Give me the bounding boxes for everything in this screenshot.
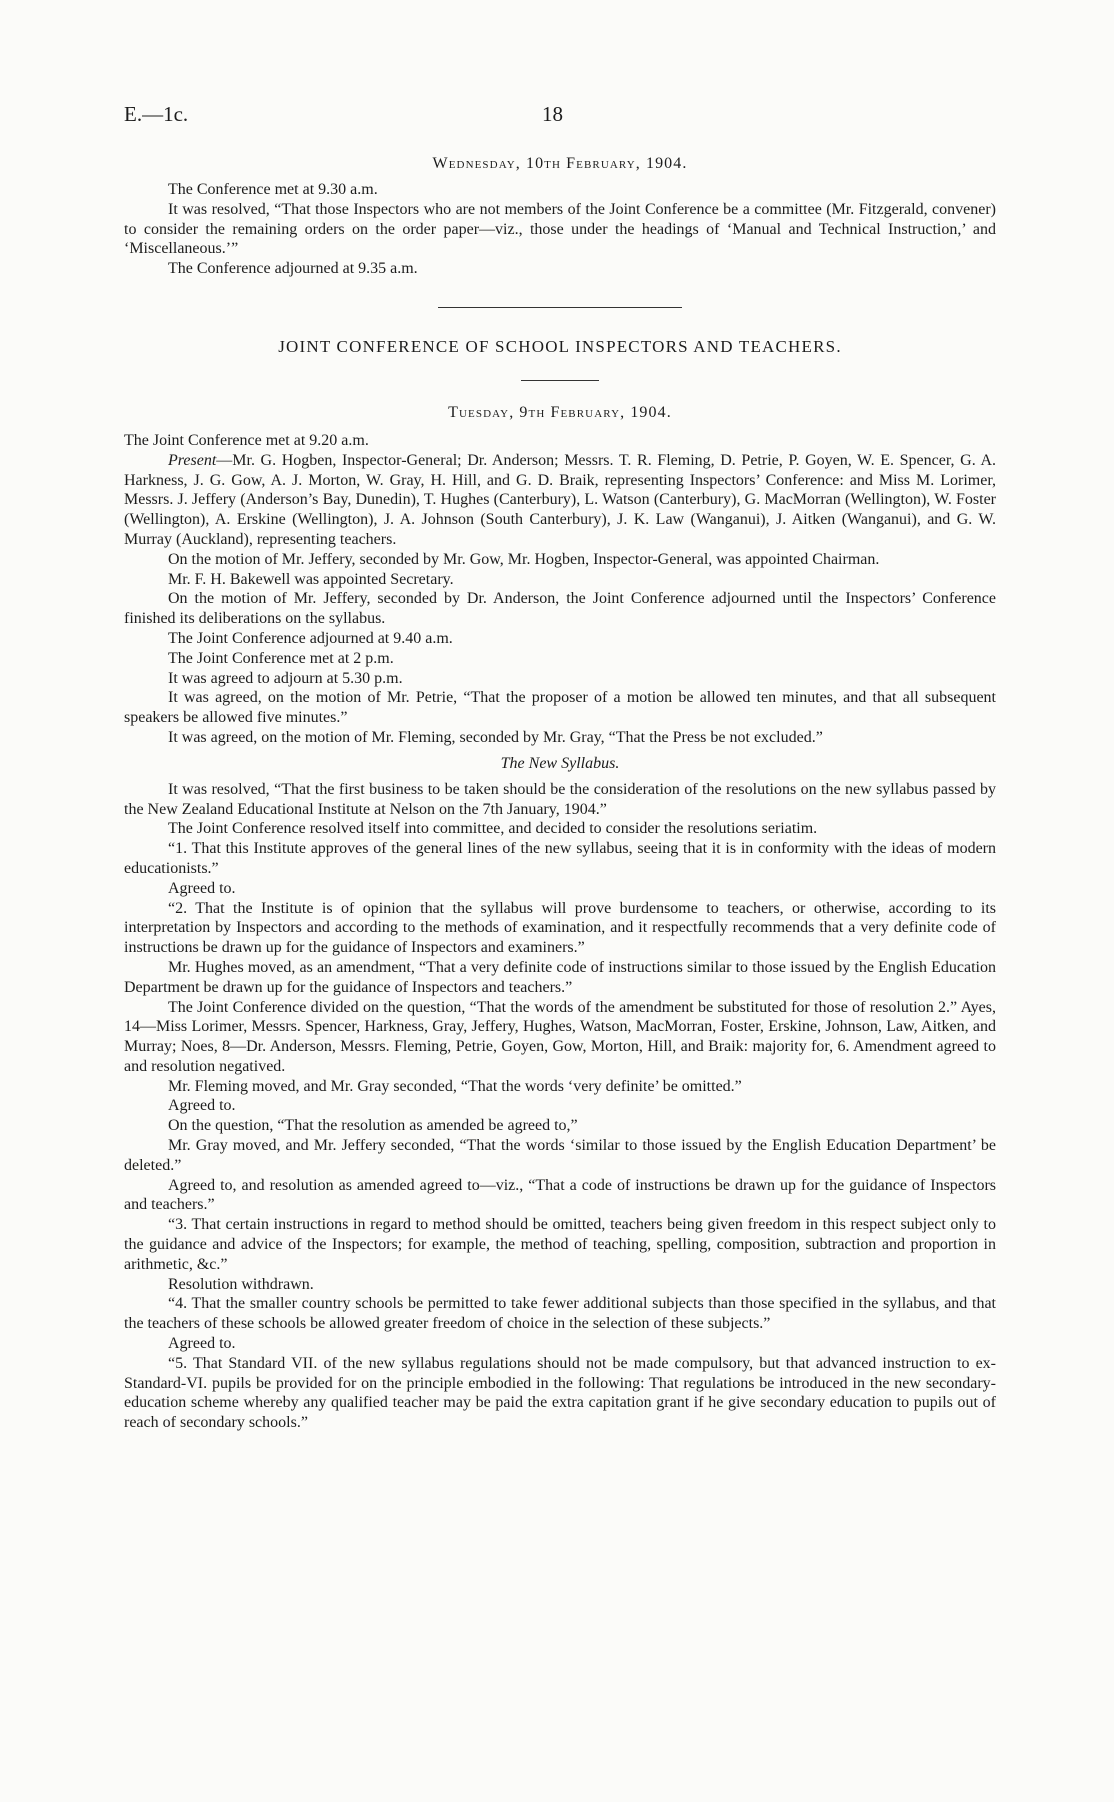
paragraph: Resolution withdrawn. bbox=[168, 1275, 314, 1293]
present-text: —Mr. G. Hogben, Inspector-General; Dr. Anderson; Messrs. T. R. Fleming, D. Petrie, P. Goyen, W. E. Spencer, G. A. Harkness, J. G. Gow, A. J. Morton, W. Gray, H. Hill, and G. D. Braik, representing Inspectors’ Conference: and Miss M. Lorimer, Messrs. J. Jeffery (Anderson’s Bay, Dunedin), T. Hughes (Canterbury), L. Watson (Canterbury), G. MacMorran (Wellington), W. Foster (Wellington), A. Erskine (Wellington), J. A. Johnson (South Canterbury), J. K. Law (Wanganui), J. Aitken (Wanganui), and G. W. Murray (Auckland), representing teachers. bbox=[124, 451, 996, 548]
paragraph: On the motion of Mr. Jeffery, seconded by Mr. Gow, Mr. Hogben, Inspector-General, was appointed Chairman. bbox=[168, 550, 880, 568]
paragraph: It was resolved, “That the first business to be taken should be the consideration of the resolutions on the new syllabus passed by the New Zealand Educational Institute at Nelson on the 7th January, 1904.” bbox=[124, 780, 996, 818]
section1-date: Wednesday, 10th February, 1904. bbox=[432, 155, 688, 172]
paragraph: It was agreed, on the motion of Mr. Fleming, seconded by Mr. Gray, “That the Press be not excluded.” bbox=[168, 728, 823, 746]
paragraph: The Joint Conference divided on the question, “That the words of the amendment be substituted for those of resolution 2.” Ayes, 14—Miss Lorimer, Messrs. Spencer, Harkness, Gray, Jeffery, Hughes, Watson, MacMorran, Foster, Erskine, Johnson, Law, Aitken, and Murray; Noes, 8—Dr. Anderson, Messrs. Fleming, Petrie, Goyen, Gow, Morton, Hill, and Braik: majority for, 6. Amendment agreed to and resolution negatived. bbox=[124, 998, 996, 1075]
paragraph: Agreed to. bbox=[168, 879, 236, 897]
paragraph: “3. That certain instructions in regard to method should be omitted, teachers being given freedom in this respect subject only to the guidance and advice of the Inspectors; for example, the method of teaching, spelling, composition, subtraction and proportion in arithmetic, &c.” bbox=[124, 1216, 996, 1273]
paragraph: It was agreed, on the motion of Mr. Petrie, “That the proposer of a motion be allowed ten minutes, and that all subsequent speakers be allowed five minutes.” bbox=[124, 689, 996, 727]
paragraph: On the motion of Mr. Jeffery, seconded by Dr. Anderson, the Joint Conference adjourned until the Inspectors’ Conference finished its deliberations on the syllabus. bbox=[124, 590, 996, 628]
paragraph: The Joint Conference adjourned at 9.40 a.m. bbox=[168, 629, 453, 647]
paragraph: On the question, “That the resolution as amended be agreed to,” bbox=[168, 1117, 578, 1135]
paragraph: “4. That the smaller country schools be permitted to take fewer additional subjects than those specified in the syllabus, and that the teachers of these schools be allowed greater freedom of choice in the selection of these subjects.” bbox=[124, 1295, 996, 1333]
page-header bbox=[0, 102, 1114, 126]
page-number: 18 bbox=[542, 102, 563, 126]
section-divider bbox=[438, 307, 682, 308]
paragraph: The Joint Conference resolved itself into committee, and decided to consider the resolutions seriatim. bbox=[168, 820, 818, 838]
paragraph: It was agreed to adjourn at 5.30 p.m. bbox=[168, 669, 403, 687]
paragraph: Agreed to. bbox=[168, 1335, 236, 1353]
paragraph: “1. That this Institute approves of the general lines of the new syllabus, seeing that it is in conformity with the ideas of modern educationists.” bbox=[124, 840, 996, 877]
paragraph-opening: The Joint Conference met at 9.20 a.m. bbox=[124, 431, 369, 449]
section2-title: JOINT CONFERENCE OF SCHOOL INSPECTORS AND TEACHERS. bbox=[278, 336, 842, 356]
paragraph: “2. That the Institute is of opinion that the syllabus will prove burdensome to teachers, or otherwise, according to its interpretation by Inspectors and according to the methods of examination, and it respectfully recommends that a very definite code of instructions be drawn up for the guidance of Inspectors and examiners.” bbox=[124, 899, 996, 957]
paragraph: It was resolved, “That those Inspectors who are not members of the Joint Conference be a committee (Mr. Fitzgerald, convener) to consider the remaining orders on the order paper—viz., those under the headings of ‘Manual and Technical Instruction,’ and ‘Miscellaneous.’” bbox=[124, 200, 996, 258]
present-label: Present bbox=[168, 451, 217, 469]
paragraph: Mr. Hughes moved, as an amendment, “That a very definite code of instructions similar to those issued by the English Education Department be drawn up for the guidance of Inspectors and teachers.” bbox=[124, 958, 996, 996]
document-reference: E.—1c. bbox=[124, 102, 189, 126]
paragraph: The Conference adjourned at 9.35 a.m. bbox=[168, 260, 418, 278]
paragraph: The Conference met at 9.30 a.m. bbox=[168, 181, 378, 198]
section2-date: Tuesday, 9th February, 1904. bbox=[448, 403, 672, 421]
paragraph: Mr. F. H. Bakewell was appointed Secretary. bbox=[168, 570, 454, 588]
paragraph: Agreed to, and resolution as amended agreed to—viz., “That a code of instructions be drawn up for the guidance of Inspectors and teachers.” bbox=[124, 1176, 996, 1214]
syllabus-heading: The New Syllabus. bbox=[500, 754, 620, 772]
paragraph-present bbox=[124, 451, 996, 550]
paragraph: Mr. Fleming moved, and Mr. Gray seconded, “That the words ‘very definite’ be omitted.” bbox=[168, 1077, 742, 1095]
paragraph: Mr. Gray moved, and Mr. Jeffery seconded, “That the words ‘similar to those issued by the English Education Department’ be deleted.” bbox=[124, 1137, 996, 1174]
body-column bbox=[124, 154, 996, 1433]
paragraph: “5. That Standard VII. of the new syllabus regulations should not be made compulsory, but that advanced instruction to ex-Standard-VI. pupils be provided for on the principle embodied in the following: That regulations be introduced in the new secondary-education scheme whereby any qualified teacher may be paid the extra capitation grant if he give secondary education to pupils out of reach of secondary schools.” bbox=[124, 1354, 996, 1432]
paragraph: The Joint Conference met at 2 p.m. bbox=[168, 649, 394, 667]
paragraph: Agreed to. bbox=[168, 1097, 236, 1115]
